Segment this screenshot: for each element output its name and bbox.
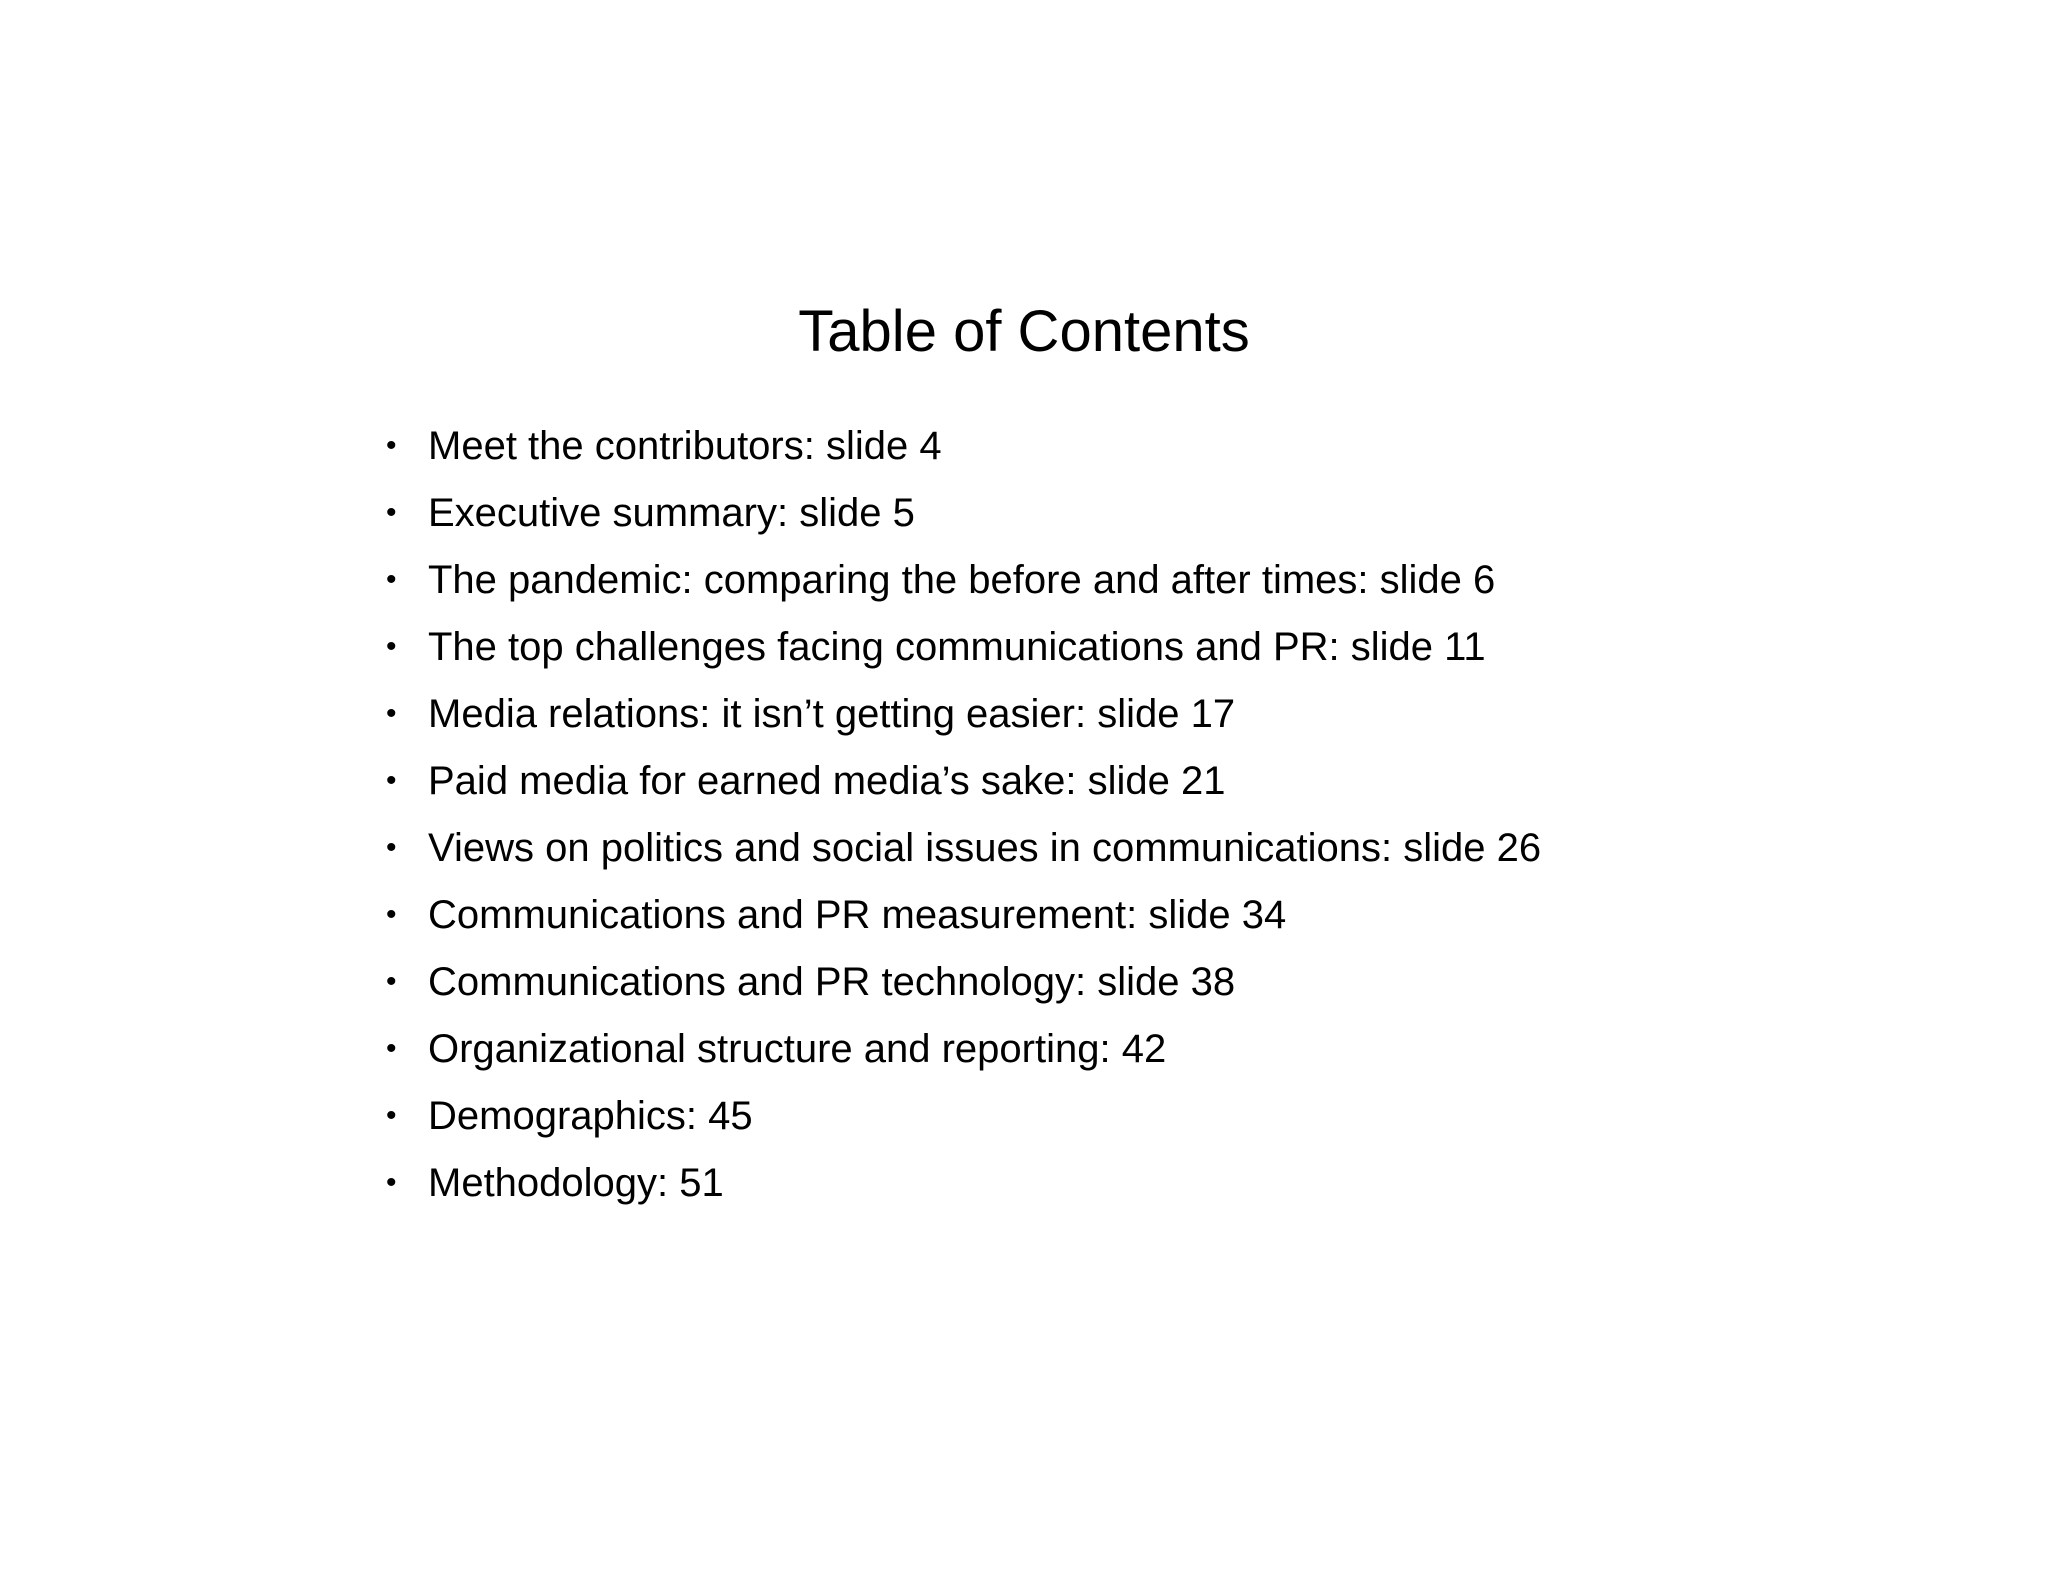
toc-item-label: Communications and PR technology: slide 38 [428,960,1236,1004]
toc-item [386,554,1541,621]
bullet-icon: • [386,831,397,864]
bullet-icon: • [386,1099,397,1132]
toc-item [386,1023,1541,1090]
toc-item-label: The top challenges facing communications and PR: slide 11 [428,625,1486,669]
toc-item-label: Media relations: it isn’t getting easier: slide 17 [428,692,1236,736]
page-title: Table of Contents [798,299,1250,364]
toc-item-label: Communications and PR measurement: slide 34 [428,893,1287,937]
bullet-icon: • [386,496,397,529]
bullet-icon: • [386,429,397,462]
toc-item-label: Views on politics and social issues in communications: slide 26 [428,826,1542,870]
toc-item [386,956,1541,1023]
toc-item [386,755,1541,822]
toc-item-label: Meet the contributors: slide 4 [428,424,942,468]
toc-item-label: The pandemic: comparing the before and after times: slide 6 [428,558,1496,602]
bullet-icon: • [386,1166,397,1199]
bullet-icon: • [386,1032,397,1065]
toc-item-label: Executive summary: slide 5 [428,491,915,535]
bullet-icon: • [386,697,397,730]
toc-item-label: Demographics: 45 [428,1094,753,1138]
toc-item [386,889,1541,956]
bullet-icon: • [386,563,397,596]
toc-item [386,1157,1541,1224]
toc-item [386,1090,1541,1157]
toc-item [386,621,1541,688]
bullet-icon: • [386,630,397,663]
toc-item [386,822,1541,889]
bullet-icon: • [386,764,397,797]
toc-list [386,420,1541,1224]
bullet-icon: • [386,898,397,931]
bullet-icon: • [386,965,397,998]
toc-item-label: Paid media for earned media’s sake: slide 21 [428,759,1226,803]
toc-item [386,487,1541,554]
toc-item-label: Organizational structure and reporting: 42 [428,1027,1167,1071]
toc-item [386,688,1541,755]
toc-item [386,420,1541,487]
toc-item-label: Methodology: 51 [428,1161,724,1205]
